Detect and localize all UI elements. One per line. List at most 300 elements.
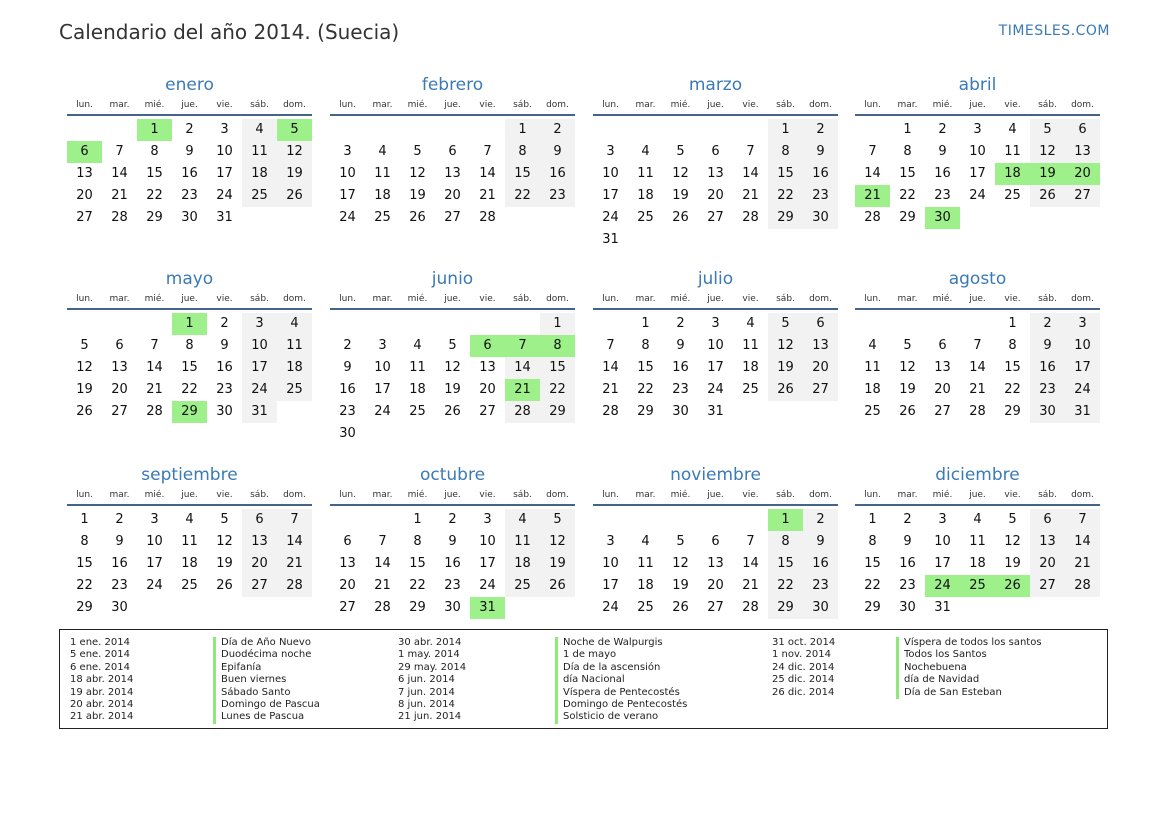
- day-cell: 27: [934, 404, 951, 419]
- weekday-label: lun.: [76, 490, 93, 500]
- day-cell: 9: [903, 534, 912, 549]
- day-cell: 11: [969, 534, 986, 549]
- day-cell: 15: [540, 357, 575, 379]
- day-cell: 18: [742, 360, 759, 375]
- holiday-name: Domingo de Pentecostés: [555, 699, 687, 711]
- day-cell: 13: [339, 556, 356, 571]
- month-name: octubre: [419, 465, 486, 485]
- weekday-header: [855, 98, 1100, 116]
- holiday-day-cell: 24: [925, 575, 960, 597]
- day-cell: 10: [479, 534, 496, 549]
- day-cell: 16: [216, 360, 233, 375]
- weekday-label: mar.: [897, 100, 918, 110]
- weekday-label: jue.: [444, 100, 461, 110]
- day-cell: 6: [803, 313, 838, 335]
- weekday-label: lun.: [864, 100, 881, 110]
- day-cell: 6: [242, 509, 277, 531]
- holiday-date: 5 ene. 2014: [70, 649, 130, 661]
- day-cell: 13: [242, 531, 277, 553]
- day-cell: 4: [641, 534, 650, 549]
- day-cell: 1: [505, 119, 540, 141]
- day-cell: 14: [969, 360, 986, 375]
- empty-cell: [663, 119, 698, 141]
- holiday-date: 7 jun. 2014: [398, 686, 455, 698]
- holiday-name: Nochebuena: [896, 662, 1042, 674]
- weekday-label: sáb.: [1038, 490, 1057, 500]
- weekday-label: mié.: [407, 100, 428, 110]
- day-cell: 27: [111, 404, 128, 419]
- month-name: noviembre: [670, 465, 761, 485]
- day-grid: [330, 509, 575, 619]
- day-cell: 24: [339, 210, 356, 225]
- day-cell: 2: [803, 119, 838, 141]
- weekday-label: sáb.: [776, 294, 795, 304]
- day-cell: 2: [540, 119, 575, 141]
- day-cell: 21: [111, 188, 128, 203]
- day-cell: 7: [115, 144, 124, 159]
- day-cell: 19: [76, 382, 93, 397]
- weekday-label: mar.: [372, 294, 393, 304]
- holiday-name: Domingo de Pascua: [213, 699, 320, 711]
- day-cell: 12: [216, 534, 233, 549]
- day-cell: 4: [505, 509, 540, 531]
- day-cell: 26: [277, 185, 312, 207]
- weekday-label: mar.: [372, 100, 393, 110]
- weekday-label: lun.: [339, 294, 356, 304]
- day-cell: 17: [707, 360, 724, 375]
- day-cell: 20: [111, 382, 128, 397]
- holiday-date: 20 abr. 2014: [70, 699, 134, 711]
- day-cell: 27: [242, 575, 277, 597]
- empty-cell: [855, 119, 890, 141]
- day-cell: 8: [80, 534, 89, 549]
- weekday-label: dom.: [1071, 100, 1094, 110]
- weekday-header: [593, 292, 838, 310]
- day-cell: 11: [277, 335, 312, 357]
- day-cell: 24: [1065, 379, 1100, 401]
- day-cell: 12: [1030, 141, 1065, 163]
- day-cell: 11: [864, 360, 881, 375]
- weekday-label: jue.: [969, 490, 986, 500]
- day-cell: 12: [672, 556, 689, 571]
- day-cell: 15: [1004, 360, 1021, 375]
- day-cell: 19: [216, 556, 233, 571]
- day-cell: 22: [637, 382, 654, 397]
- weekday-label: dom.: [1071, 490, 1094, 500]
- weekday-label: mié.: [932, 490, 953, 500]
- day-cell: 17: [934, 556, 951, 571]
- day-cell: 27: [339, 600, 356, 615]
- day-cell: 19: [899, 382, 916, 397]
- day-cell: 28: [479, 210, 496, 225]
- holiday-day-cell: 19: [1030, 163, 1065, 185]
- day-cell: 9: [343, 360, 352, 375]
- weekday-label: sáb.: [250, 294, 269, 304]
- empty-cell: [593, 313, 628, 335]
- day-cell: 3: [606, 144, 615, 159]
- day-cell: 22: [864, 578, 881, 593]
- weekday-label: mar.: [109, 490, 130, 500]
- day-cell: 22: [146, 188, 163, 203]
- holiday-name: Día de Año Nuevo: [213, 637, 320, 649]
- month-name: junio: [431, 269, 474, 289]
- day-cell: 4: [277, 313, 312, 335]
- holiday-date: 1 ene. 2014: [70, 637, 130, 648]
- weekday-header: [67, 292, 312, 310]
- day-cell: 16: [540, 163, 575, 185]
- holiday-day-cell: 29: [172, 401, 207, 423]
- day-cell: 16: [1030, 357, 1065, 379]
- day-cell: 30: [444, 600, 461, 615]
- weekday-label: vie.: [216, 490, 233, 500]
- day-cell: 18: [181, 556, 198, 571]
- day-cell: 21: [479, 188, 496, 203]
- holiday-name: Sábado Santo: [213, 687, 320, 699]
- day-grid: [593, 313, 838, 423]
- day-cell: 29: [540, 401, 575, 423]
- day-cell: 20: [1030, 553, 1065, 575]
- weekday-label: vie.: [742, 100, 759, 110]
- day-cell: 31: [242, 401, 277, 423]
- day-cell: 26: [409, 210, 426, 225]
- day-cell: 17: [339, 188, 356, 203]
- month-diciembre: [855, 464, 1100, 619]
- weekday-label: vie.: [1004, 294, 1021, 304]
- day-cell: 7: [150, 338, 159, 353]
- month-agosto: [855, 268, 1100, 423]
- day-cell: 14: [602, 360, 619, 375]
- empty-cell: [628, 509, 663, 531]
- day-cell: 22: [768, 185, 803, 207]
- day-cell: 13: [803, 335, 838, 357]
- day-cell: 6: [343, 534, 352, 549]
- day-cell: 26: [540, 575, 575, 597]
- day-cell: 30: [111, 600, 128, 615]
- empty-cell: [67, 313, 102, 335]
- day-cell: 19: [277, 163, 312, 185]
- day-cell: 8: [768, 531, 803, 553]
- holiday-name: Solsticio de verano: [555, 711, 687, 723]
- day-grid: [855, 313, 1100, 423]
- day-cell: 6: [1065, 119, 1100, 141]
- weekday-label: lun.: [602, 294, 619, 304]
- day-cell: 4: [413, 338, 422, 353]
- day-cell: 14: [864, 166, 881, 181]
- empty-cell: [330, 313, 365, 335]
- day-cell: 27: [707, 210, 724, 225]
- day-cell: 25: [637, 600, 654, 615]
- day-cell: 10: [216, 144, 233, 159]
- day-cell: 24: [479, 578, 496, 593]
- day-cell: 12: [277, 141, 312, 163]
- month-febrero: [330, 74, 575, 229]
- day-cell: 12: [1004, 534, 1021, 549]
- day-cell: 9: [115, 534, 124, 549]
- weekday-label: mié.: [144, 100, 165, 110]
- month-julio: [593, 268, 838, 423]
- day-cell: 16: [672, 360, 689, 375]
- day-cell: 28: [864, 210, 881, 225]
- day-cell: 13: [1065, 141, 1100, 163]
- day-cell: 18: [409, 382, 426, 397]
- holiday-date: 1 may. 2014: [398, 649, 460, 661]
- day-cell: 29: [768, 597, 803, 619]
- month-noviembre: [593, 464, 838, 619]
- holiday-date: 6 ene. 2014: [70, 661, 130, 673]
- weekday-label: mié.: [407, 294, 428, 304]
- day-cell: 13: [444, 166, 461, 181]
- weekday-label: jue.: [707, 294, 724, 304]
- weekday-label: vie.: [742, 294, 759, 304]
- day-cell: 23: [444, 578, 461, 593]
- day-cell: 22: [76, 578, 93, 593]
- empty-cell: [733, 119, 768, 141]
- day-cell: 12: [540, 531, 575, 553]
- holiday-day-cell: 21: [855, 185, 890, 207]
- day-cell: 6: [115, 338, 124, 353]
- day-cell: 3: [242, 313, 277, 335]
- holiday-legend: [59, 629, 1108, 729]
- day-cell: 1: [903, 122, 912, 137]
- weekday-label: mié.: [407, 490, 428, 500]
- empty-cell: [365, 509, 400, 531]
- day-cell: 12: [409, 166, 426, 181]
- day-cell: 23: [672, 382, 689, 397]
- day-cell: 10: [707, 338, 724, 353]
- empty-cell: [330, 119, 365, 141]
- holiday-name: Todos los Santos: [896, 649, 1042, 661]
- day-cell: 29: [1004, 404, 1021, 419]
- day-cell: 7: [1065, 509, 1100, 531]
- holiday-name: día Nacional: [555, 674, 687, 686]
- day-cell: 17: [1065, 357, 1100, 379]
- day-cell: 25: [505, 575, 540, 597]
- day-cell: 14: [742, 166, 759, 181]
- day-cell: 23: [181, 188, 198, 203]
- holiday-day-cell: 25: [960, 575, 995, 597]
- weekday-label: mié.: [670, 100, 691, 110]
- day-cell: 29: [899, 210, 916, 225]
- weekday-label: mié.: [932, 100, 953, 110]
- day-cell: 11: [505, 531, 540, 553]
- day-cell: 27: [76, 210, 93, 225]
- day-cell: 26: [768, 379, 803, 401]
- month-abril: [855, 74, 1100, 229]
- day-cell: 11: [637, 556, 654, 571]
- weekday-label: jue.: [444, 490, 461, 500]
- day-cell: 10: [1065, 335, 1100, 357]
- day-cell: 9: [803, 531, 838, 553]
- day-cell: 7: [483, 144, 492, 159]
- day-cell: 7: [378, 534, 387, 549]
- day-cell: 9: [448, 534, 457, 549]
- day-cell: 9: [540, 141, 575, 163]
- day-cell: 6: [711, 534, 720, 549]
- day-cell: 11: [181, 534, 198, 549]
- day-cell: 26: [672, 600, 689, 615]
- day-cell: 8: [1008, 338, 1017, 353]
- weekday-label: jue.: [181, 490, 198, 500]
- weekday-label: lun.: [864, 490, 881, 500]
- day-cell: 4: [242, 119, 277, 141]
- weekday-label: sáb.: [1038, 100, 1057, 110]
- day-cell: 3: [938, 512, 947, 527]
- day-cell: 2: [1030, 313, 1065, 335]
- day-cell: 13: [934, 360, 951, 375]
- day-cell: 14: [374, 556, 391, 571]
- day-cell: 30: [216, 404, 233, 419]
- day-cell: 25: [409, 404, 426, 419]
- day-grid: [67, 313, 312, 423]
- day-cell: 31: [1065, 401, 1100, 423]
- day-cell: 14: [146, 360, 163, 375]
- day-cell: 4: [746, 316, 755, 331]
- empty-cell: [365, 313, 400, 335]
- weekday-label: lun.: [76, 294, 93, 304]
- page-title: Calendario del año 2014. (Suecia): [59, 20, 400, 44]
- day-cell: 19: [409, 188, 426, 203]
- empty-cell: [925, 313, 960, 335]
- weekday-header: [330, 292, 575, 310]
- day-cell: 27: [479, 404, 496, 419]
- day-cell: 27: [444, 210, 461, 225]
- day-cell: 14: [505, 357, 540, 379]
- day-cell: 23: [1030, 379, 1065, 401]
- day-grid: [593, 119, 838, 251]
- holiday-day-cell: 21: [505, 379, 540, 401]
- empty-cell: [733, 509, 768, 531]
- day-cell: 20: [76, 188, 93, 203]
- empty-cell: [137, 313, 172, 335]
- day-cell: 11: [1004, 144, 1021, 159]
- day-cell: 26: [672, 210, 689, 225]
- month-octubre: [330, 464, 575, 619]
- holiday-dates-col-2: [398, 637, 466, 724]
- day-cell: 21: [602, 382, 619, 397]
- day-cell: 17: [216, 166, 233, 181]
- day-cell: 19: [540, 553, 575, 575]
- day-grid: [855, 119, 1100, 229]
- day-cell: 28: [1065, 575, 1100, 597]
- day-cell: 5: [220, 512, 229, 527]
- day-cell: 23: [803, 185, 838, 207]
- day-cell: 19: [672, 578, 689, 593]
- day-cell: 7: [868, 144, 877, 159]
- weekday-label: mié.: [144, 294, 165, 304]
- day-cell: 1: [413, 512, 422, 527]
- weekday-header: [67, 98, 312, 116]
- weekday-label: sáb.: [776, 490, 795, 500]
- weekday-label: dom.: [283, 490, 306, 500]
- day-cell: 20: [444, 188, 461, 203]
- day-cell: 18: [374, 188, 391, 203]
- day-cell: 26: [216, 578, 233, 593]
- day-cell: 13: [707, 556, 724, 571]
- month-name: marzo: [688, 75, 743, 95]
- day-cell: 19: [1004, 556, 1021, 571]
- weekday-label: mar.: [635, 100, 656, 110]
- day-cell: 25: [637, 210, 654, 225]
- weekday-label: sáb.: [513, 294, 532, 304]
- day-cell: 24: [602, 210, 619, 225]
- day-cell: 30: [672, 404, 689, 419]
- day-cell: 17: [969, 166, 986, 181]
- empty-cell: [330, 509, 365, 531]
- weekday-header: [330, 488, 575, 506]
- holiday-day-cell: 18: [995, 163, 1030, 185]
- day-cell: 9: [220, 338, 229, 353]
- day-cell: 31: [216, 210, 233, 225]
- weekday-label: sáb.: [776, 100, 795, 110]
- holiday-date: 30 abr. 2014: [398, 637, 462, 648]
- holiday-name: día de Navidad: [896, 674, 1042, 686]
- day-cell: 8: [505, 141, 540, 163]
- day-cell: 9: [185, 144, 194, 159]
- weekday-header: [330, 98, 575, 116]
- month-junio: [330, 268, 575, 445]
- month-name: mayo: [165, 269, 214, 289]
- empty-cell: [855, 313, 890, 335]
- day-cell: 10: [242, 335, 277, 357]
- day-cell: 9: [1030, 335, 1065, 357]
- day-cell: 2: [938, 122, 947, 137]
- holiday-names-col-2: [555, 637, 687, 724]
- day-cell: 4: [1008, 122, 1017, 137]
- day-cell: 14: [277, 531, 312, 553]
- weekday-label: lun.: [339, 490, 356, 500]
- holiday-name: Víspera de Pentecostés: [555, 687, 687, 699]
- day-cell: 29: [637, 404, 654, 419]
- holiday-day-cell: 31: [470, 597, 505, 619]
- day-cell: 8: [185, 338, 194, 353]
- weekday-label: dom.: [1071, 294, 1094, 304]
- holiday-date: 24 dic. 2014: [772, 661, 835, 673]
- holiday-name: Duodécima noche: [213, 649, 320, 661]
- day-grid: [855, 509, 1100, 619]
- weekday-label: jue.: [969, 100, 986, 110]
- empty-cell: [505, 313, 540, 335]
- weekday-label: jue.: [969, 294, 986, 304]
- day-cell: 20: [803, 357, 838, 379]
- day-cell: 20: [707, 188, 724, 203]
- day-cell: 3: [343, 144, 352, 159]
- day-cell: 23: [803, 575, 838, 597]
- day-cell: 21: [1065, 553, 1100, 575]
- weekday-label: lun.: [339, 100, 356, 110]
- day-cell: 20: [934, 382, 951, 397]
- day-cell: 16: [934, 166, 951, 181]
- month-name: enero: [165, 75, 214, 95]
- day-cell: 12: [672, 166, 689, 181]
- day-cell: 19: [444, 382, 461, 397]
- day-cell: 25: [1004, 188, 1021, 203]
- day-cell: 30: [181, 210, 198, 225]
- day-cell: 23: [934, 188, 951, 203]
- day-cell: 4: [868, 338, 877, 353]
- day-cell: 24: [969, 188, 986, 203]
- day-cell: 17: [602, 578, 619, 593]
- brand-logo[interactable]: TIMESLES.COM: [998, 23, 1110, 39]
- weekday-header: [67, 488, 312, 506]
- day-cell: 15: [768, 163, 803, 185]
- day-cell: 24: [216, 188, 233, 203]
- day-cell: 31: [707, 404, 724, 419]
- day-cell: 8: [868, 534, 877, 549]
- day-cell: 24: [602, 600, 619, 615]
- day-cell: 4: [973, 512, 982, 527]
- day-cell: 16: [111, 556, 128, 571]
- day-cell: 7: [277, 509, 312, 531]
